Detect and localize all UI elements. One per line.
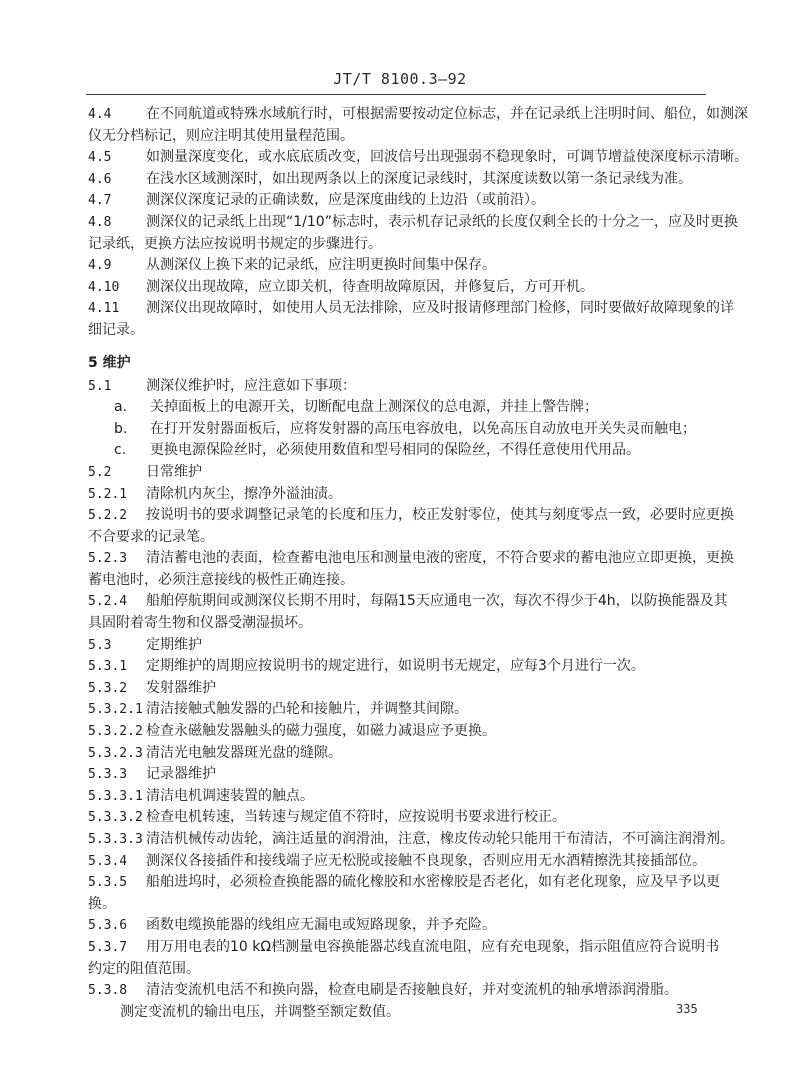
text-line (88, 721, 713, 743)
clause-number: 5.2.2 (88, 508, 128, 524)
clause-number: 5.3.8 (88, 983, 128, 999)
clause-number: 5.3.3.2 (88, 810, 143, 826)
text-line (88, 320, 713, 342)
text-line (88, 829, 734, 851)
body-text (88, 104, 748, 1023)
clause-text: 测深仪维护时，应注意如下事项： (146, 377, 356, 394)
clause-number: 4.9 (88, 258, 112, 274)
text-line (88, 147, 748, 169)
text-line (88, 894, 713, 916)
clause-number: 4.7 (88, 193, 112, 209)
clause-text: 在浅水区域测深时，如出现两条以上的深度记录线时，其深度读数以第一条记录线为准。 (146, 170, 692, 187)
clause-text: 清洁光电触发器斑光盘的缝隙。 (146, 744, 342, 761)
text-line (88, 937, 720, 959)
clause-number: 5.3.6 (88, 918, 128, 934)
text-line (88, 505, 734, 527)
clause-text: 测深仪出现故障时，如使用人员无法排除，应及时报请修理部门检修，同时要做好故障现象的详 (146, 300, 734, 317)
text-line (88, 376, 713, 398)
clause-text: 测深仪的记录纸上出现“1/10”标志时，表示机存记录纸的长度仅剩全长的十分之一，应及时更换 (146, 213, 738, 230)
clause-text: 船舶进坞时，必须检查换能器的硫化橡胶和水密橡胶是否老化，如有老化现象，应及早予以更 (146, 874, 720, 891)
clause-text: 具固附着寄生物和仪器受潮湿损坏。 (88, 615, 312, 632)
text-line (88, 699, 713, 721)
clause-text: 约定的阻值范围。 (88, 960, 200, 977)
clause-number: 5.2 (88, 464, 112, 480)
text-line (88, 419, 713, 441)
item-letter: a. (114, 399, 128, 416)
text-line (88, 743, 713, 765)
text-line (88, 212, 738, 234)
text-line (88, 764, 713, 786)
clause-number: 5.3 (88, 637, 112, 653)
clause-number: 5.3.1 (88, 659, 128, 675)
header-rule (86, 94, 706, 95)
text-line (88, 440, 713, 462)
clause-text: 从测深仪上换下来的记录纸，应注明更换时间集中保存。 (146, 257, 496, 274)
clause-text: 按说明书的要求调整记录笔的长度和压力，校正发射零位，使其与刻度零点一致，必要时应更换 (146, 507, 734, 524)
text-line (88, 635, 713, 657)
clause-text: 仪无分档标记，则应注明其使用量程范围。 (88, 127, 354, 144)
clause-text: 清洁电机调速装置的触点。 (146, 787, 314, 804)
text-line (88, 591, 728, 613)
clause-text: 清洁蓄电池的表面，检查蓄电池电压和测量电液的密度，不符合要求的蓄电池应立即更换，更换 (146, 550, 734, 567)
clause-text: 检查电机转速，当转速与规定值不符时，应按说明书要求进行校正。 (146, 809, 566, 826)
text-line (88, 807, 713, 829)
clause-text: 清洁变流机电活不和换向器，检查电刷是否接触良好，并对变流机的轴承增添润滑脂。 (146, 982, 678, 999)
text-line (88, 548, 734, 570)
text-line (88, 786, 713, 808)
text-line (88, 126, 713, 148)
clause-number: 5.3.5 (88, 875, 128, 891)
text-line (88, 527, 713, 549)
clause-text: 测定变流机的输出电压，并调整至额定数值。 (120, 1003, 400, 1020)
clause-number: 4.6 (88, 171, 112, 187)
clause-number: 5.2.4 (88, 594, 128, 610)
clause-number: 5.3.2.1 (88, 702, 143, 718)
clause-text: 蓄电池时，必须注意接线的极性正确连接。 (88, 571, 354, 588)
text-line (88, 234, 713, 256)
clause-number: 5.3.3.1 (88, 788, 143, 804)
text-line (88, 397, 713, 419)
text-line (88, 570, 713, 592)
clause-text: 换。 (88, 895, 116, 912)
clause-number: 4.4 (88, 107, 112, 122)
text-line (88, 915, 713, 937)
text-line (88, 277, 713, 299)
clause-number: 4.11 (88, 301, 120, 317)
clause-text: 不合要求的记录笔。 (88, 528, 214, 545)
clause-text: 如测量深度变化，或水底底质改变，回波信号出现强弱不稳现象时，可调节增益使深度标示清晰。 (146, 149, 748, 166)
text-line (88, 656, 713, 678)
clause-text: 用万用电表的10 kΩ档测量电容换能器芯线直流电阻，应有充电现象，指示阻值应符合说明书 (146, 938, 720, 955)
clause-text: 测深仪出现故障，应立即关机，待查明故障原因，并修复后，方可开机。 (146, 278, 594, 295)
text-line (88, 872, 720, 894)
text-line (88, 255, 713, 277)
text-line (88, 462, 713, 484)
item-letter: c. (114, 442, 127, 459)
item-letter: b. (114, 420, 128, 437)
clause-number: 5.2.3 (88, 551, 128, 567)
text-line (88, 169, 713, 191)
clause-text: 定期维护 (146, 636, 202, 653)
text-line (88, 104, 748, 126)
text-line (88, 298, 734, 320)
clause-number: 5.3.3 (88, 767, 128, 783)
clause-text: 船舶停航期间或测深仪长期不用时，每隔15天应通电一次，每次不得少于4h，以防换能器及其 (146, 593, 728, 610)
clause-number: 5.2.1 (88, 486, 128, 502)
text-line (88, 959, 713, 981)
clause-number: 5.3.3.3 (88, 832, 143, 847)
clause-text: 更换电源保险丝时，必须使用数值和型号相同的保险丝，不得任意使用代用品。 (150, 442, 640, 459)
section-gap (88, 342, 713, 350)
clause-number: 5.3.2.2 (88, 724, 143, 740)
page-number: 335 (676, 1002, 698, 1016)
clause-number: 4.8 (88, 214, 112, 230)
clause-number: 5.3.4 (88, 853, 128, 869)
clause-number: 5.3.2 (88, 680, 128, 696)
clause-text: 测深仪各接插件和接线端子应无松脱或接触不良现象，否则应用无水酒精擦洗其接插部位。 (146, 852, 706, 869)
clause-text: 函数电缆换能器的线组应无漏电或短路现象，并予充险。 (146, 917, 496, 934)
clause-number: 5.1 (88, 378, 112, 394)
clause-text: 在打开发射器面板后，应将发射器的高压电容放电，以免高压自动放电开关失灵而触电； (150, 420, 696, 437)
clause-text: 检查永磁触发器触头的磁力强度，如磁力减退应予更换。 (146, 723, 496, 740)
clause-number: 5.3.7 (88, 939, 128, 955)
clause-text: 记录器维护 (146, 766, 216, 783)
clause-text: 日常维护 (146, 463, 202, 480)
clause-text: 清洁接触式触发器的凸轮和接触片，并调整其间隙。 (146, 701, 468, 718)
text-line (88, 190, 713, 212)
text-line (88, 980, 713, 1002)
standard-number-header: JT/T 8100.3—92 (333, 70, 467, 88)
text-line (88, 613, 713, 635)
clause-text: 细记录。 (88, 321, 144, 338)
text-line (88, 851, 713, 873)
clause-text: 记录纸，更换方法应按说明书规定的步骤进行。 (88, 235, 382, 252)
clause-text: 关掉面板上的电源开关，切断配电盘上测深仪的总电源，并挂上警告牌； (150, 399, 598, 416)
text-line (88, 1002, 713, 1024)
clause-number: 4.10 (88, 279, 120, 295)
clause-text: 发射器维护 (146, 679, 216, 696)
text-line (88, 484, 713, 506)
clause-number: 5.3.2.3 (88, 745, 143, 761)
clause-text: 清洁机械传动齿轮，滴注适量的润滑油，注意，橡皮传动轮只能用干布清洁，不可滴注润滑剂。 (146, 831, 734, 847)
section-heading: 5 维护 (88, 354, 131, 371)
clause-text: 定期维护的周期应按说明书的规定进行，如说明书无规定，应每3个月进行一次。 (146, 658, 645, 675)
clause-text: 清除机内灰尘，擦净外溢油渍。 (146, 485, 342, 502)
text-line (88, 678, 713, 700)
clause-text: 在不同航道或特殊水域航行时，可根据需要按动定位标志，并在记录纸上注明时间、船位，如测深 (146, 106, 748, 122)
clause-number: 4.5 (88, 150, 112, 166)
clause-text: 测深仪深度记录的正确读数，应是深度曲线的上边沿（或前沿）。 (146, 192, 545, 209)
